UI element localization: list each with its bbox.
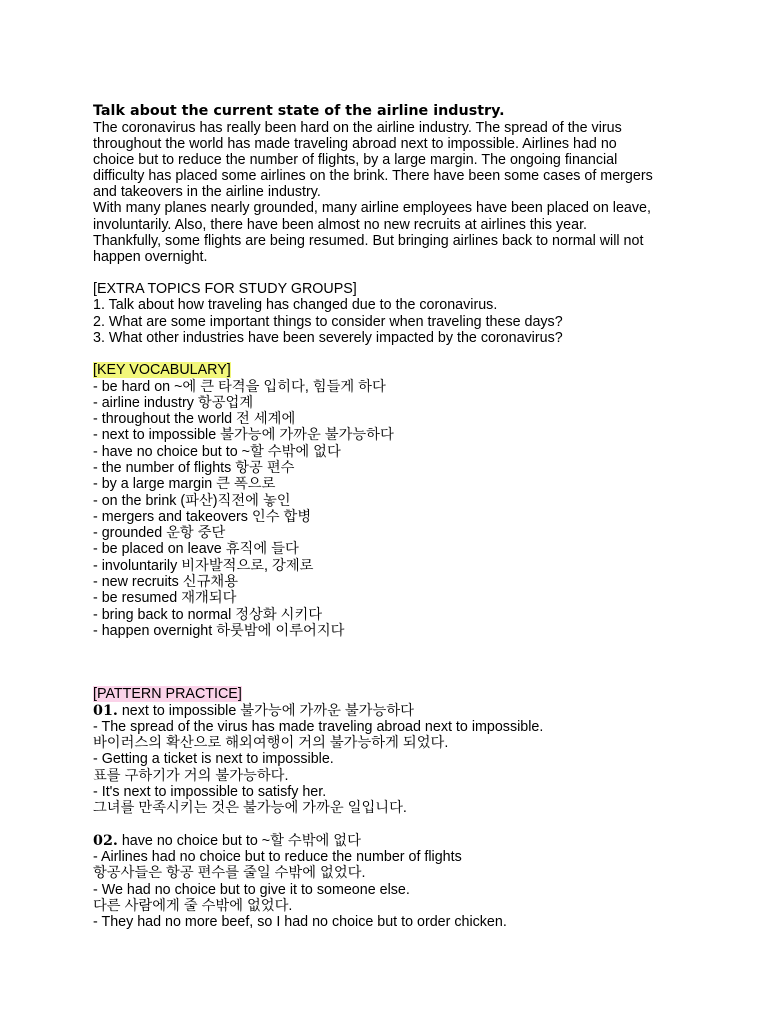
vocabulary-item: - have no choice but to ~할 수밖에 없다: [93, 443, 341, 460]
extra-topics-section: [93, 281, 693, 346]
pattern-example: - The spread of the virus has made traveling abroad next to impossible.: [93, 718, 544, 735]
pattern-practice-section: [93, 686, 693, 930]
vocabulary-item: - on the brink (파산)직전에 놓인: [93, 492, 291, 509]
paragraph-line: happen overnight.: [93, 248, 208, 265]
vocabulary-list: [93, 379, 693, 640]
paragraph-line: With many planes nearly grounded, many airline employees have been placed on leave,: [93, 200, 651, 217]
vocabulary-item: - happen overnight 하룻밤에 이루어지다: [93, 622, 345, 639]
paragraph-line: difficulty has placed some airlines on the brink. There have been some cases of mergers: [93, 168, 653, 185]
pattern-translation: 그녀를 만족시키는 것은 불가능에 가까운 일입니다.: [93, 800, 407, 817]
vocabulary-item: - be resumed 재개되다: [93, 590, 237, 607]
spacer: [93, 346, 693, 362]
pattern-translation: 항공사들은 항공 편수를 줄일 수밖에 없었다.: [93, 865, 366, 882]
pattern-practice-heading: [PATTERN PRACTICE]: [93, 686, 242, 703]
pattern-translation: 표를 구하기가 거의 불가능하다.: [93, 767, 289, 784]
extra-topic-item: 3. What other industries have been severely impacted by the coronavirus?: [93, 329, 563, 346]
vocabulary-item: - mergers and takeovers 인수 합병: [93, 508, 312, 525]
pattern-example: - Airlines had no choice but to reduce the number of flights: [93, 849, 462, 866]
pattern-block-02: [93, 833, 693, 931]
pattern-example: - It's next to impossible to satisfy her.: [93, 784, 327, 801]
vocabulary-item: - the number of flights 항공 편수: [93, 460, 295, 476]
pattern-number: 02.: [93, 832, 118, 849]
pattern-translation: 다른 사람에게 줄 수밖에 없었다.: [93, 897, 293, 914]
extra-topics-heading: [EXTRA TOPICS FOR STUDY GROUPS]: [93, 280, 357, 297]
paragraph-line: throughout the world has made traveling abroad next to impossible. Airlines had no: [93, 136, 617, 153]
document-body: [93, 103, 693, 931]
spacer: [93, 817, 693, 833]
paragraph-line: Thankfully, some flights are being resumed. But bringing airlines back to normal will not: [93, 232, 644, 249]
pattern-phrase: next to impossible 불가능에 가까운 불가능하다: [121, 702, 414, 719]
vocabulary-item: - be hard on ~에 큰 타격을 입히다, 힘들게 하다: [93, 378, 386, 395]
vocabulary-item: - by a large margin 큰 폭으로: [93, 476, 276, 493]
vocabulary-item: - next to impossible 불가능에 가까운 불가능하다: [93, 427, 394, 444]
paragraph-line: choice but to reduce the number of flights, by a large margin. The ongoing financial: [93, 152, 618, 169]
vocabulary-item: - involuntarily 비자발적으로, 강제로: [93, 557, 314, 574]
spacer: [93, 265, 693, 281]
extra-topic-item: 2. What are some important things to consider when traveling these days?: [93, 313, 563, 330]
paragraph-line: and takeovers in the airline industry.: [93, 184, 321, 201]
paragraph-line: The coronavirus has really been hard on the airline industry. The spread of the virus: [93, 120, 622, 136]
paragraph-airline-state: [93, 120, 693, 200]
extra-topic-item: 1. Talk about how traveling has changed due to the coronavirus.: [93, 297, 498, 314]
vocabulary-item: - bring back to normal 정상화 시키다: [93, 606, 323, 623]
key-vocabulary-heading: [KEY VOCABULARY]: [93, 362, 231, 379]
vocabulary-item: - airline industry 항공업계: [93, 394, 254, 411]
spacer: [93, 639, 693, 686]
pattern-example: - Getting a ticket is next to impossible.: [93, 751, 334, 768]
pattern-example: - They had no more beef, so I had no choice but to order chicken.: [93, 914, 507, 931]
vocabulary-item: - new recruits 신규채용: [93, 574, 239, 591]
pattern-block-01: [93, 703, 693, 817]
pattern-example: - We had no choice but to give it to someone else.: [93, 881, 410, 898]
paragraph-employees: [93, 200, 693, 264]
paragraph-line: involuntarily. Also, there have been almost no new recruits at airlines this year.: [93, 216, 588, 233]
vocabulary-item: - throughout the world 전 세계에: [93, 411, 296, 428]
vocabulary-item: - be placed on leave 휴직에 들다: [93, 541, 299, 558]
document-title: Talk about the current state of the airline industry.: [93, 103, 505, 119]
pattern-translation: 바이러스의 확산으로 해외여행이 거의 불가능하게 되었다.: [93, 735, 449, 752]
key-vocabulary-section: [93, 362, 693, 639]
pattern-number: 01.: [93, 702, 118, 719]
vocabulary-item: - grounded 운항 중단: [93, 525, 226, 542]
pattern-phrase: have no choice but to ~할 수밖에 없다: [121, 832, 361, 849]
